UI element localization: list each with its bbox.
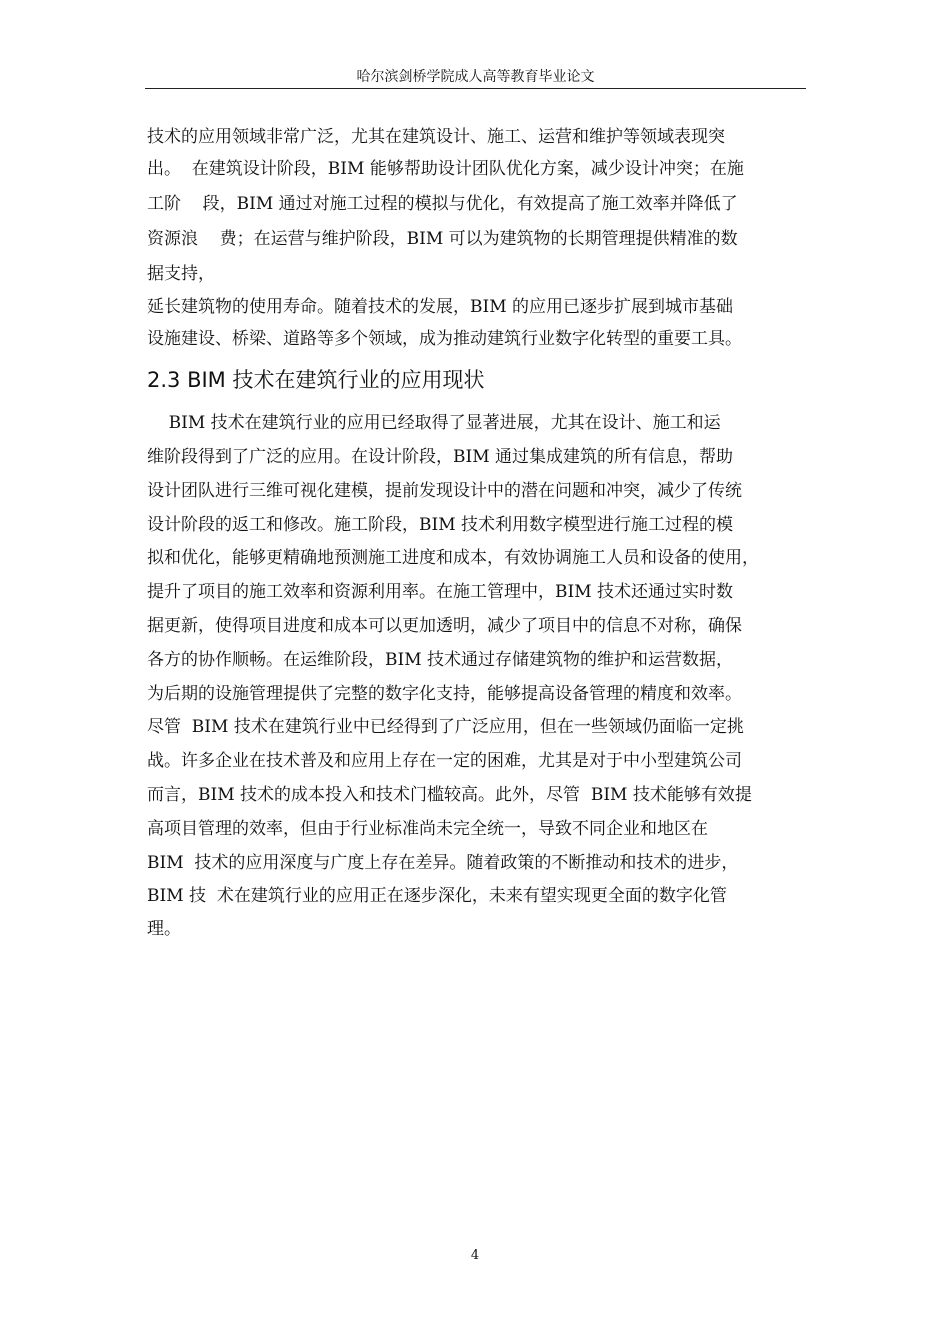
paragraph-line: 设计团队进行三维可视化建模，提前发现设计中的潜在问题和冲突，减少了传统 (147, 481, 742, 501)
paragraph-line: 高项目管理的效率，但由于行业标准尚未完全统一，导致不同企业和地区在 (147, 819, 708, 839)
paragraph-line: 拟和优化，能够更精确地预测施工进度和成本，有效协调施工人员和设备的使用， (147, 548, 759, 568)
paragraph-line: 据支持， (147, 264, 215, 284)
section-heading: 2.3 BIM 技术在建筑行业的应用现状 (147, 368, 485, 392)
paragraph-line: 资源浪 费；在运营与维护阶段，BIM 可以为建筑物的长期管理提供精准的数 (147, 229, 738, 249)
paragraph-line: 提升了项目的施工效率和资源利用率。在施工管理中，BIM 技术还通过实时数 (147, 582, 734, 602)
paragraph-line: 尽管 BIM 技术在建筑行业中已经得到了广泛应用，但在一些领域仍面临一定挑 (147, 717, 744, 737)
paragraph-line: 战。许多企业在技术普及和应用上存在一定的困难，尤其是对于中小型建筑公司 (147, 751, 742, 771)
paragraph-line: 据更新，使得项目进度和成本可以更加透明，减少了项目中的信息不对称，确保 (147, 616, 742, 636)
paragraph-line: 各方的协作顺畅。在运维阶段，BIM 技术通过存储建筑物的维护和运营数据， (147, 650, 734, 670)
paragraph-line: 设施建设、桥梁、道路等多个领域，成为推动建筑行业数字化转型的重要工具。 (147, 329, 742, 349)
paragraph-line: 为后期的设施管理提供了完整的数字化支持，能够提高设备管理的精度和效率。 (147, 684, 742, 704)
paragraph-line: 维阶段得到了广泛的应用。在设计阶段，BIM 通过集成建筑的所有信息，帮助 (147, 447, 734, 467)
header-rule (145, 88, 806, 89)
paragraph-line: 理。 (147, 919, 181, 939)
paragraph-line: 而言，BIM 技术的成本投入和技术门槛较高。此外，尽管 BIM 技术能够有效提 (147, 785, 752, 805)
paragraph-line: BIM 技术的应用深度与广度上存在差异。随着政策的不断推动和技术的进步， (147, 853, 739, 873)
page-header: 哈尔滨剑桥学院成人高等教育毕业论文 (356, 69, 595, 85)
paragraph-line: 技术的应用领域非常广泛，尤其在建筑设计、施工、运营和维护等领域表现突 (147, 127, 725, 147)
paragraph-line: 工阶 段，BIM 通过对施工过程的模拟与优化，有效提高了施工效率并降低了 (147, 194, 738, 214)
paragraph-line: BIM 技 术在建筑行业的应用正在逐步深化，未来有望实现更全面的数字化管 (147, 886, 727, 906)
page-number: 4 (470, 1248, 480, 1263)
paragraph-line: BIM 技术在建筑行业的应用已经取得了显著进展，尤其在设计、施工和运 (147, 413, 721, 433)
paragraph-line: 出。 在建筑设计阶段，BIM 能够帮助设计团队优化方案，减少设计冲突；在施 (147, 159, 744, 179)
paragraph-line: 设计阶段的返工和修改。施工阶段，BIM 技术利用数字模型进行施工过程的模 (147, 515, 734, 535)
paragraph-line: 延长建筑物的使用寿命。随着技术的发展，BIM 的应用已逐步扩展到城市基础 (147, 297, 734, 317)
